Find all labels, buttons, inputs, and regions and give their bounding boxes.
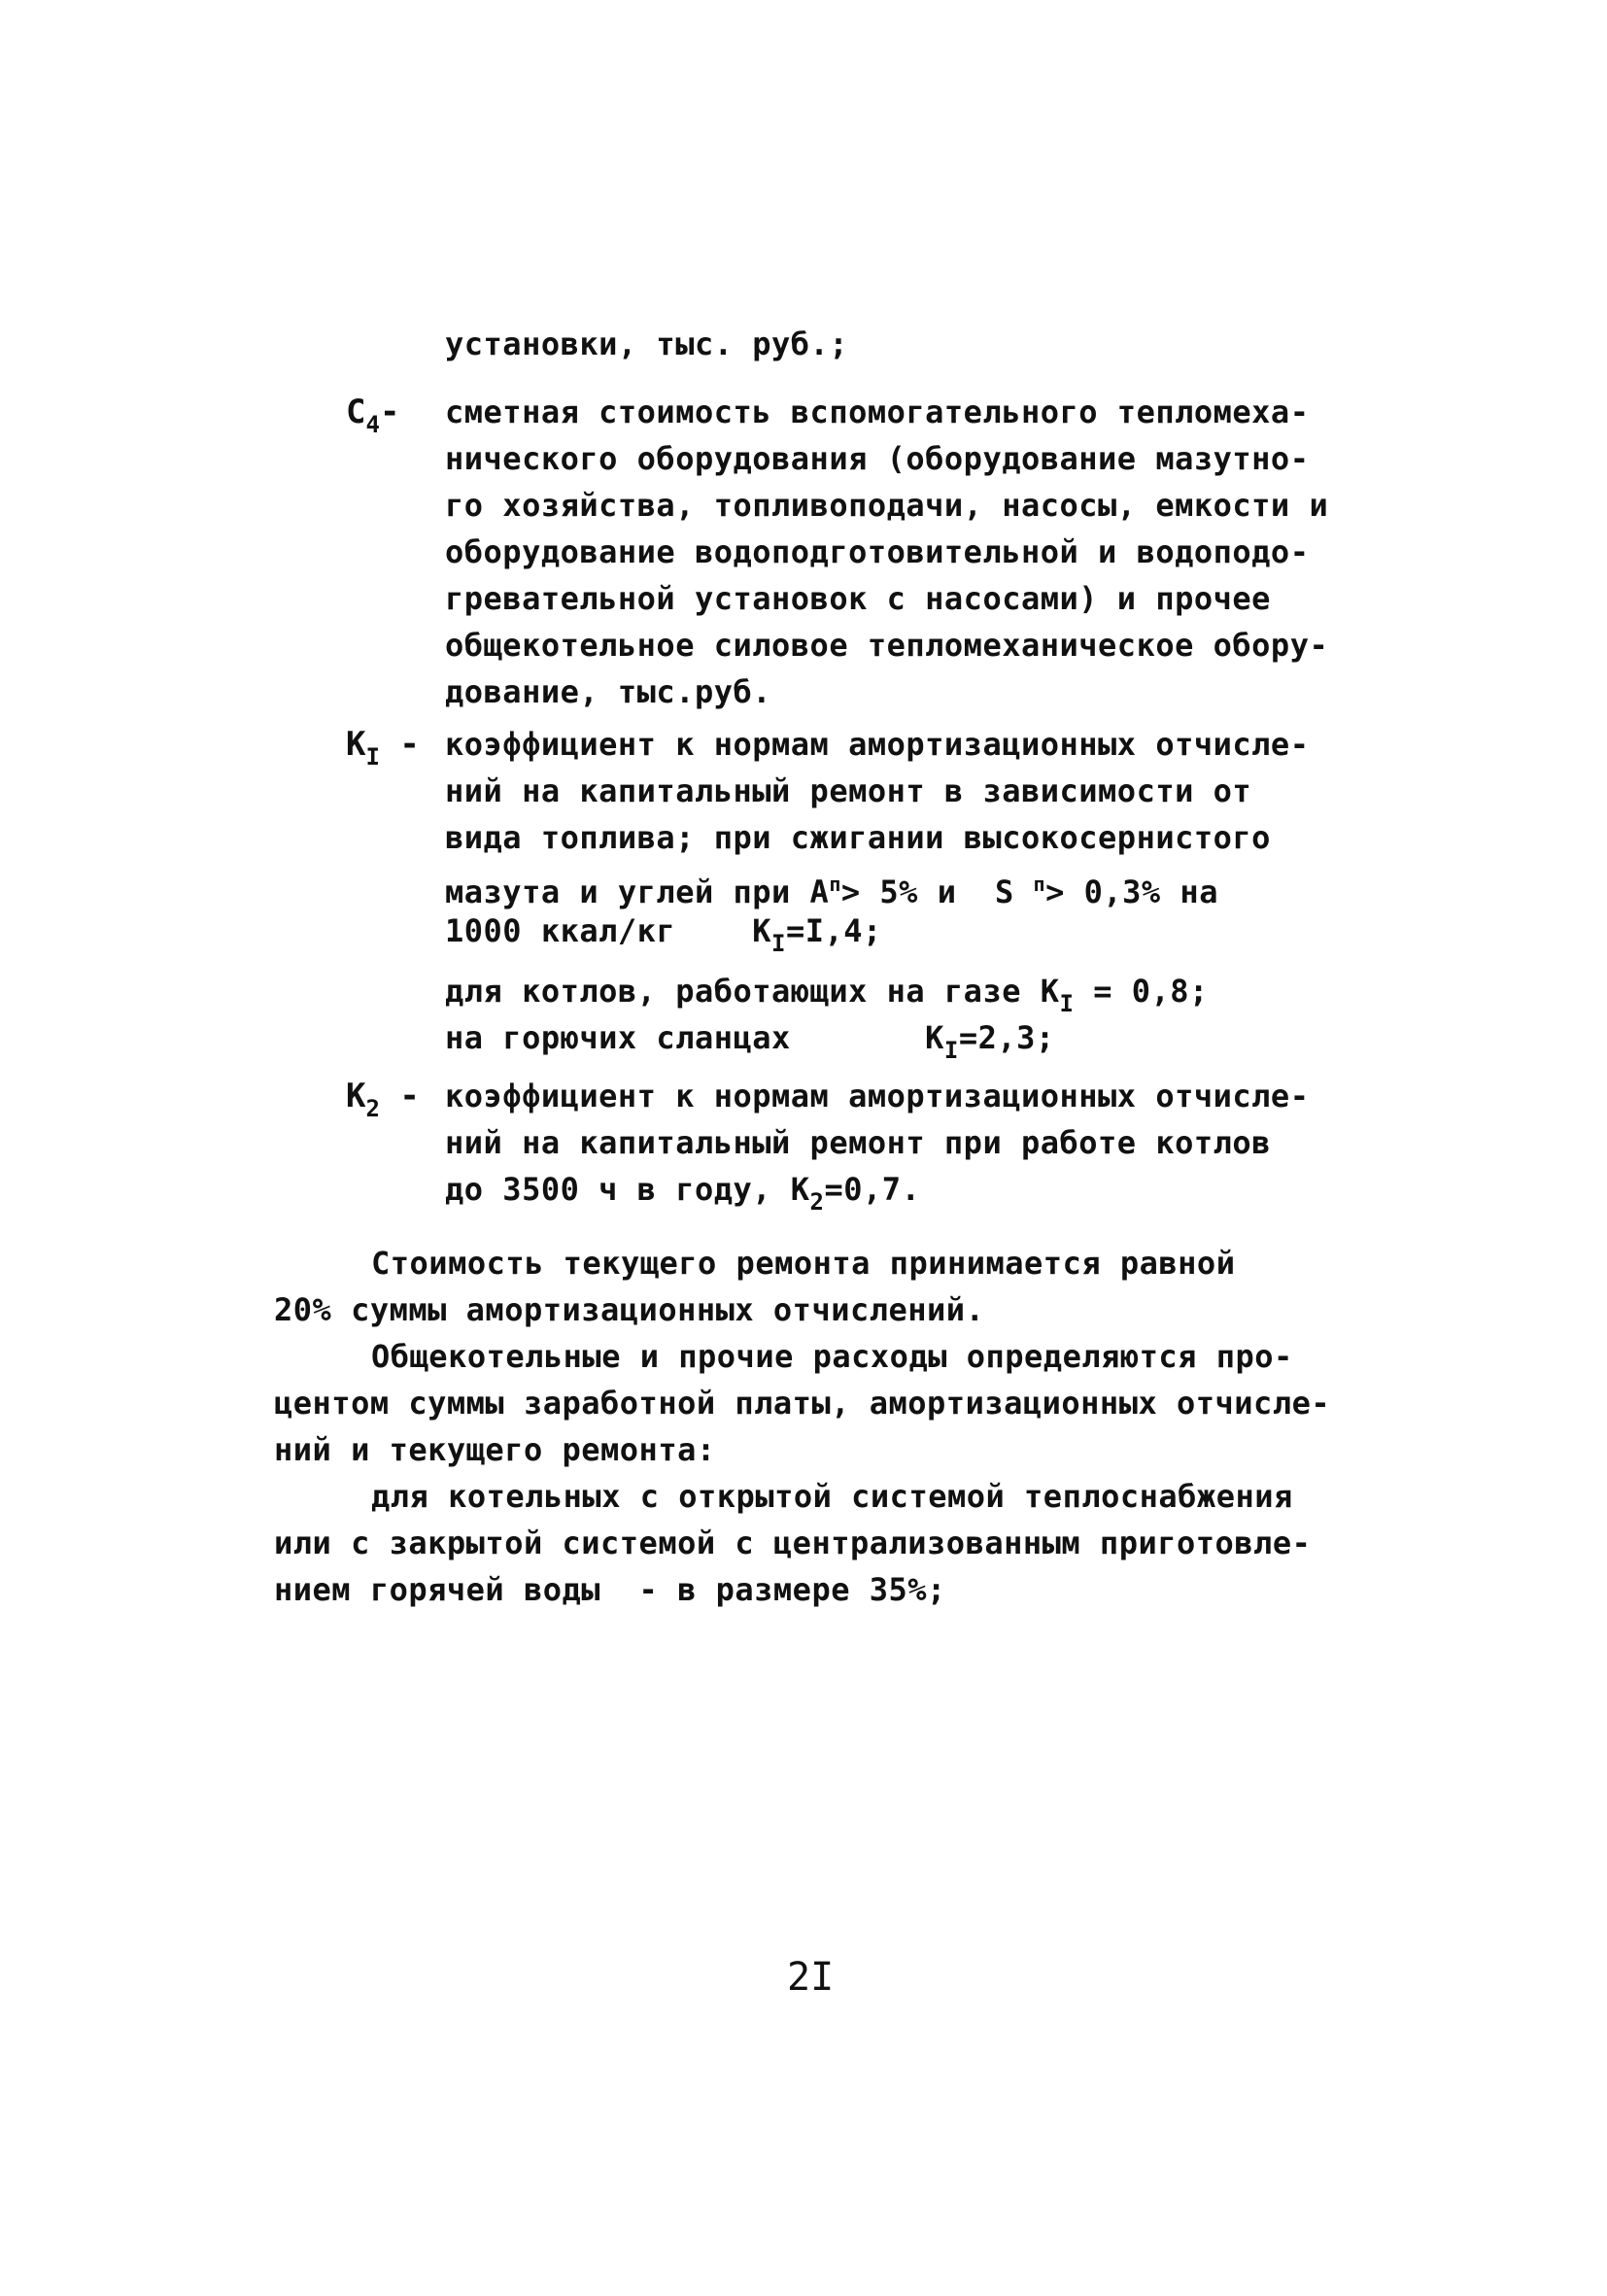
definition-c4-line: го хозяйства, топливоподачи, насосы, емкости и: [445, 487, 1329, 524]
paragraph-line: Стоимость текущего ремонта принимается равной: [371, 1245, 1236, 1282]
paragraph-line: 20% суммы амортизационных отчислений.: [274, 1291, 985, 1328]
paragraph-line: Общекотельные и прочие расходы определяются про-: [371, 1338, 1293, 1375]
paragraph-line: ний и текущего ремонта:: [274, 1431, 716, 1468]
definition-c4-line: оборудование водоподготовительной и водоподо-: [445, 533, 1310, 570]
definition-c4-line: общекотельное силовое тепломеханическое обору-: [445, 627, 1329, 664]
definition-k1-line: вида топлива; при сжигании высокосернистого: [445, 819, 1271, 856]
definition-k1-line: на горючих сланцах $K_I=2,3$;: [445, 1019, 1055, 1064]
definition-k2-line: до 3500 ч в году, $K_2=0,7$.: [445, 1171, 921, 1216]
definition-c4-line: сметная стоимость вспомогательного тепломеха-: [445, 394, 1310, 430]
paragraph-line: нием горячей воды - в размере 35%;: [274, 1571, 946, 1608]
symbol-k1: $K_I$ -: [346, 725, 420, 771]
definition-k2-line: ний на капитальный ремонт при работе котлов: [445, 1124, 1271, 1161]
definition-k2-line: коэффициент к нормам амортизационных отчисле-: [445, 1078, 1310, 1114]
definition-c4-line: гревательной установок с насосами) и прочее: [445, 580, 1271, 617]
definition-k1-line: коэффициент к нормам амортизационных отчисле-: [445, 726, 1310, 763]
definition-k1-line: мазута и углей при $A^п> 5\%$ и S $^п$> 0,3% на: [445, 873, 1218, 910]
definition-k1-line: для котлов, работающих на газе $K_I = 0,8$;: [445, 973, 1209, 1017]
definition-k1-line: 1000 ккал/кг $K_I=I,4$;: [445, 912, 882, 957]
paragraph-line: центом суммы заработной платы, амортизационных отчисле-: [274, 1385, 1331, 1422]
page-number: 2I: [787, 1955, 835, 2000]
definition-c-continuation: установки, тыс. руб.;: [445, 326, 849, 362]
definition-c4-line: дование, тыс.руб.: [445, 673, 772, 710]
paragraph-line: для котельных с открытой системой теплоснабжения: [371, 1478, 1293, 1515]
definition-k1-line: ний на капитальный ремонт в зависимости от: [445, 772, 1252, 809]
paragraph-line: или с закрытой системой с централизованным приготовле-: [274, 1525, 1312, 1561]
symbol-k2: $K_2$ -: [346, 1077, 420, 1122]
symbol-c4: $C_4-$: [346, 393, 400, 438]
definition-c4-line: нического оборудования (оборудование мазутно-: [445, 440, 1310, 477]
